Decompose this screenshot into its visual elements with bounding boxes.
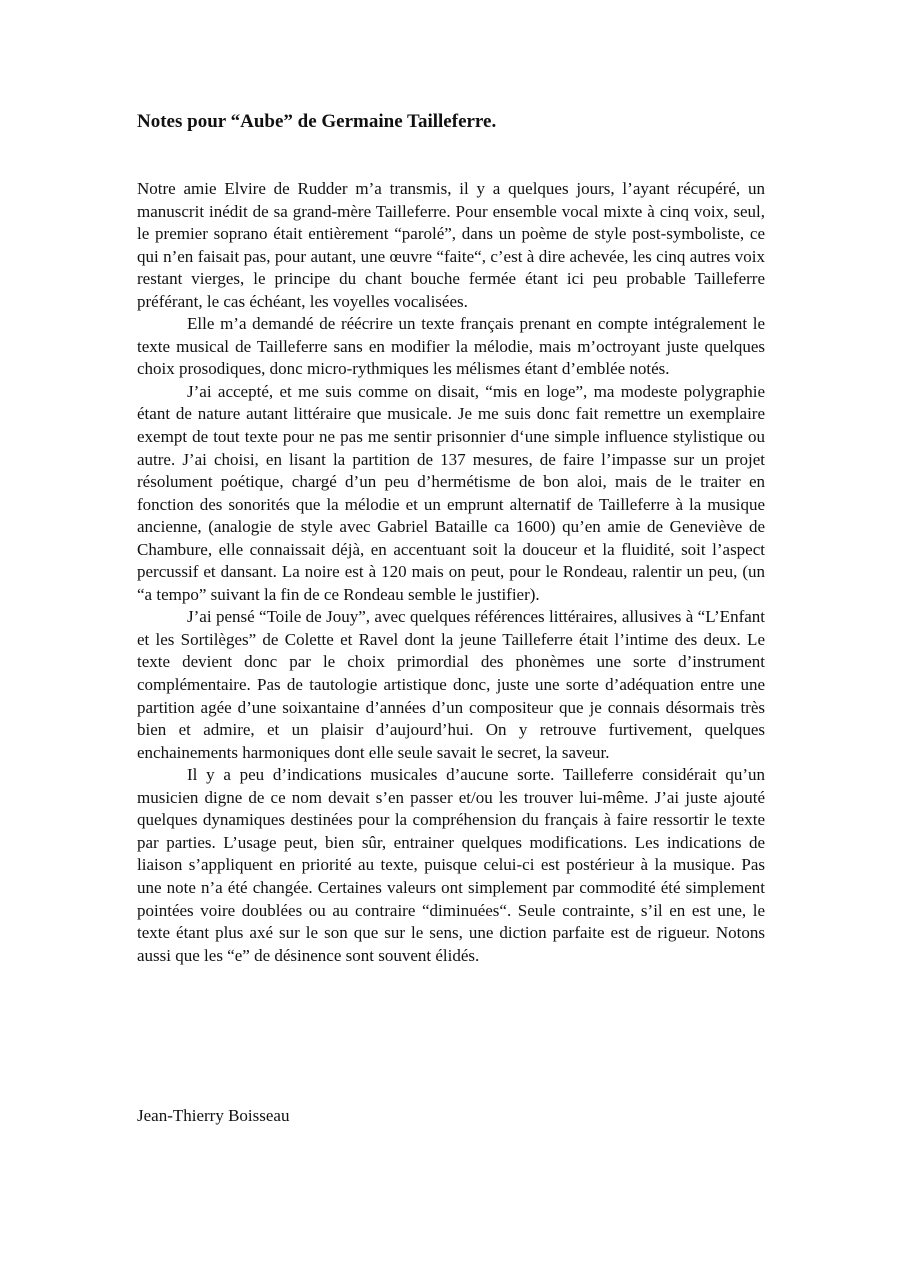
author-signature: Jean-Thierry Boisseau xyxy=(137,1106,290,1125)
paragraph-approach: J’ai accepté, et me suis comme on disait, “mis en loge”, ma modeste polygraphie étant de nature autant littéraire que musicale. Je me suis donc fait remettre un exemplaire exempt de tout texte pour ne pas me sentir prisonnier d‘une simple influence stylistique ou autre. J’ai choisi, en lisant la partition de 137 mesures, de faire l’impasse sur un projet résolument poétique, chargé d’un peu d’hermétisme de bon aloi, mais de le traiter en fonction des sonorités que la mélodie et un emprunt alternatif de Tailleferre à la musique ancienne, (analogie de style avec Gabriel Bataille ca 1600) qu’en amie de Geneviève de Chambure, elle connaissait déjà, en accentuant soit la douceur et la fluidité, soit l’aspect percussif et dansant. La noire est à 120 mais on peut, pour le Rondeau, ralentir un peu, (un “a tempo” suivant la fin de ce Rondeau semble le justifier). xyxy=(137,381,765,604)
paragraph-intro: Notre amie Elvire de Rudder m’a transmis, il y a quelques jours, l’ayant récupéré, un manuscrit inédit de sa grand-mère Tailleferre. Pour ensemble vocal mixte à cinq voix, seul, le premier soprano était entièrement “parolé”, dans un poème de style post-symboliste, ce qui n’en faisait pas, pour autant, une œuvre “faite“, c’est à dire achevée, les cinq autres voix restant vierges, le principe du chant bouche fermée étant ici peu probable Tailleferre préférant, le cas échéant, les voyelles vocalisées. xyxy=(137,179,765,311)
document-body xyxy=(137,178,765,967)
paragraph-request: Elle m’a demandé de réécrire un texte français prenant en compte intégralement le texte musical de Tailleferre sans en modifier la mélodie, mais m’octroyant juste quelques choix prosodiques, donc micro-rythmiques les mélismes étant d’emblée notés. xyxy=(137,314,765,379)
paragraph-inspiration: J’ai pensé “Toile de Jouy”, avec quelques références littéraires, allusives à “L’Enfant et les Sortilèges” de Colette et Ravel dont la jeune Tailleferre était l’intime des deux. Le texte devient donc par le choix primordial des phonèmes une sorte d’instrument complémentaire. Pas de tautologie artistique donc, juste une sorte d’adéquation entre une partition agée d’une soixantaine d’années d’un compositeur que je connais désormais très bien et admire, et un plaisir d’aujourd’hui. On y retrouve furtivement, quelques enchainements harmoniques dont elle seule savait le secret, la saveur. xyxy=(137,607,765,762)
paragraph-indications: Il y a peu d’indications musicales d’aucune sorte. Tailleferre considérait qu’un musicien digne de ce nom devait s’en passer et/ou les trouver lui-même. J’ai juste ajouté quelques dynamiques destinées pour la compréhension du français à faire ressortir le texte par parties. L’usage peut, bien sûr, entrainer quelques modifications. Les indications de liaison s’appliquent en priorité au texte, puisque celui-ci est postérieur à la musique. Pas une note n’a été changée. Certaines valeurs ont simplement par commodité été simplement pointées voire doublées ou au contraire “diminuées“. Seule contrainte, s’il en est une, le texte étant plus axé sur le son que sur le sens, une diction parfaite est de rigueur. Notons aussi que les “e” de désinence sont souvent élidés. xyxy=(137,765,765,965)
document-title: Notes pour “Aube” de Germaine Tailleferre. xyxy=(137,111,497,132)
